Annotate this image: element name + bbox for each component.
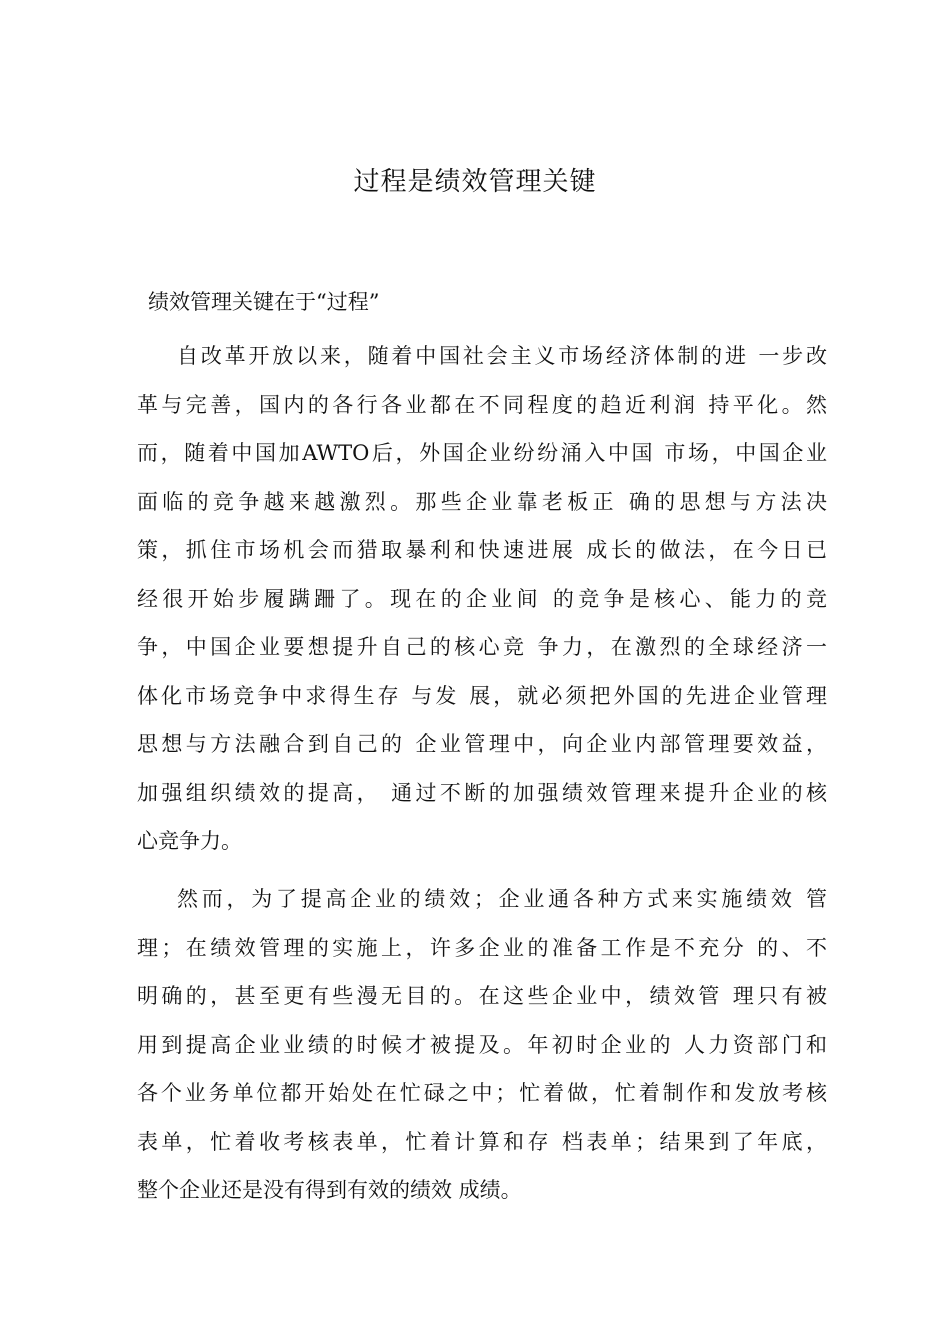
paragraph-line: 表单，忙着收考核表单，忙着计算和存 档表单；结果到了年底， [137,1129,827,1154]
paragraph-line: 加强组织绩效的提高， 通过不断的加强绩效管理来提升企业的核 [137,780,827,805]
paragraph-line: 理；在绩效管理的实施上，许多企业的准备工作是不充分 的、不 [137,935,827,960]
paragraph-line: 心竞争力。 [137,829,242,853]
paragraph-line: 思想与方法融合到自己的 企业管理中，向企业内部管理要效益， [137,732,827,756]
paragraph-2 [137,875,827,1215]
paragraph-line: 革与完善，国内的各行各业都在不同程度的趋近利润 持平化。然 [137,392,827,417]
paragraph-line: 自改革开放以来，随着中国社会主义市场经济体制的进 一步改 [177,344,827,368]
document-title: 过程是绩效管理关键 [353,167,597,197]
paragraph-line: 策，抓住市场机会而猎取暴利和快速进展 成长的做法，在今日已 [137,538,827,562]
paragraph-line: 整个企业还是没有得到有效的绩效 成绩。 [137,1178,522,1202]
paragraph-line: 体化市场竞争中求得生存 与发 展，就必须把外国的先进企业管理 [137,683,827,708]
paragraph-line: 明确的，甚至更有些漫无目的。在这些企业中，绩效管 理只有被 [137,984,827,1008]
paragraph-line: 各个业务单位都开始处在忙碌之中；忙着做，忙着制作和发放考核 [137,1081,827,1105]
paragraph-line: 争，中国企业要想提升自己的核心竞 争力，在激烈的全球经济一 [137,635,827,659]
paragraph-line: 而，随着中国加AWTO后，外国企业纷纷涌入中国 市场，中国企业 [137,441,827,465]
paragraph-line: 经很开始步履蹒跚了。现在的企业间 的竞争是核心、能力的竞 [137,586,827,611]
paragraph-line: 用到提高企业业绩的时候才被提及。年初时企业的 人力资部门和 [137,1032,827,1057]
paragraph-line: 面临的竞争越来越激烈。那些企业靠老板正 确的思想与方法决 [137,489,827,514]
paragraph-line: 然而，为了提高企业的绩效；企业通各种方式来实施绩效 管 [177,887,827,911]
paragraph-1 [137,332,827,866]
section-subheading: 绩效管理关键在于“过程” [148,290,380,314]
